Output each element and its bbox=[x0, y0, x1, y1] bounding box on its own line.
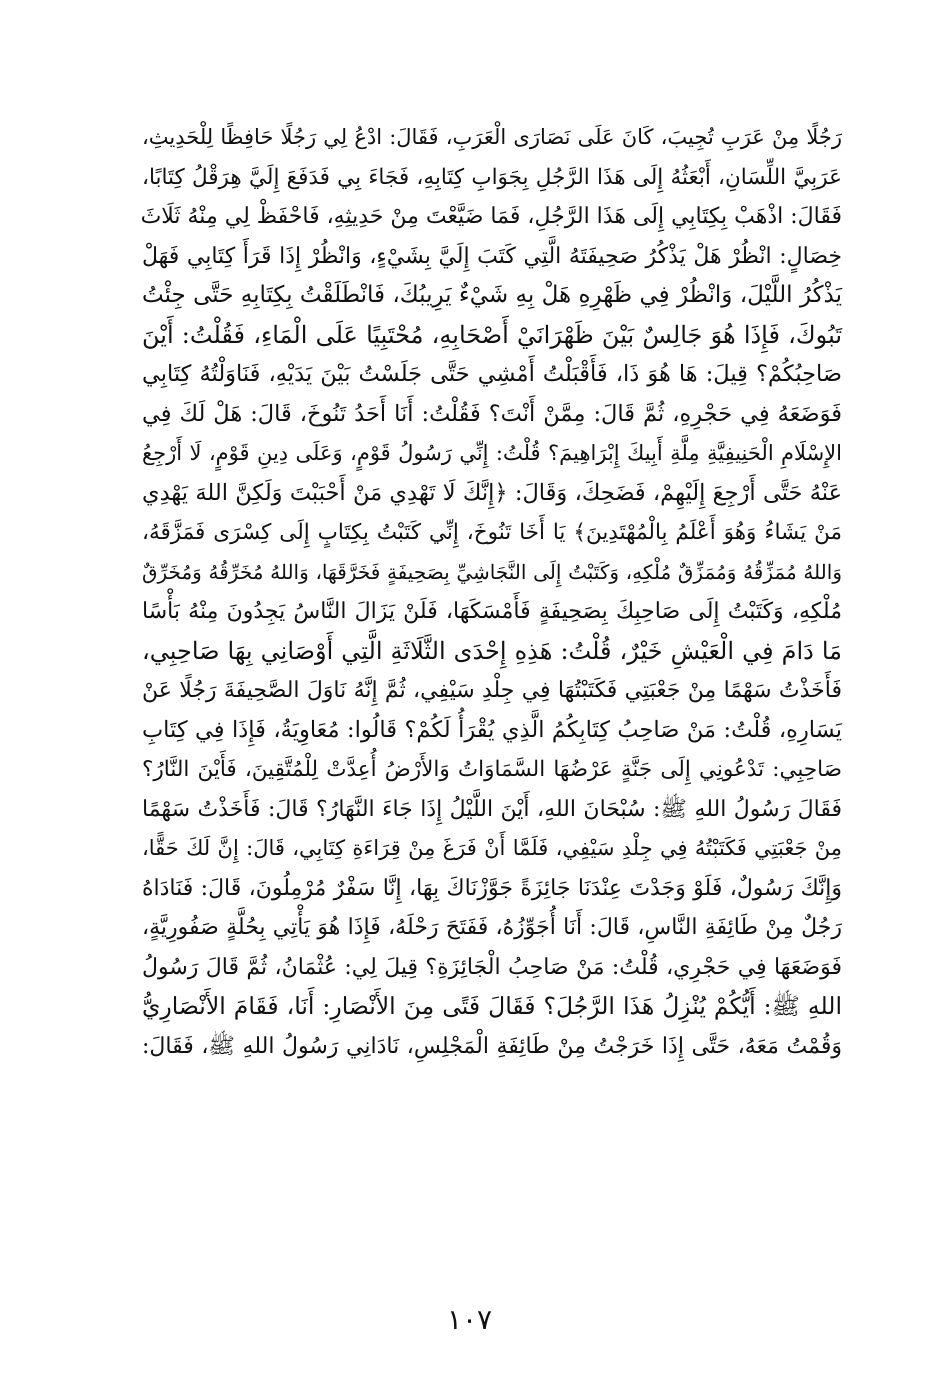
text-line-5: يَذْكُرُ اللَّيْلَ، وَانْظُرْ فِي ظَهْرِهِ هَلْ بِهِ شَيْءٌ يَرِيبُكَ، فَانْطَلَقْتُ بِكِتَابِهِ حَتَّى جِئْتُ bbox=[142, 282, 842, 308]
text-line-15: فَأَخَذْتُ سَهْمًا مِنْ جَعْبَتِي فَكَتَبْتُهَا فِي جِلْدِ سَيْفِي، ثُمَّ إِنَّهُ نَاوَلَ الصَّحِيفَةَ رَجُلًا عَنْ bbox=[142, 678, 842, 703]
text-line-21: رَجُلٌ مِنْ طَائِفَةِ النَّاسِ، قَالَ: أَنَا أُجَوِّزُهُ، فَفَتَحَ رَحْلَهُ، فَإِذَا هُوَ يَأْتِي بِحُلَّةٍ صَفُورِيَّةٍ، bbox=[142, 915, 842, 940]
text-line-4: خِصَالٍ: انْظُرْ هَلْ يَذْكُرُ صَحِيفَتَهُ الَّتِي كَتَبَ إِلَيَّ بِشَيْءٍ، وَانْظُرْ إِذَا قَرَأَ كِتَابِي فَهَلْ bbox=[142, 243, 842, 269]
text-line-3: فَقَالَ: اذْهَبْ بِكِتَابِي إِلَى هَذَا الرَّجُلِ، فَمَا ضَيَّعْتَ مِنْ حَدِيثِهِ، فَاحْفَظْ لِي مِنْهُ ثَلَاثَ bbox=[140, 204, 842, 229]
text-line-8: فَوَضَعَهُ فِي حَجْرِهِ، ثُمَّ قَالَ: مِمَّنْ أَنْتَ؟ فَقُلْتُ: أَنَا أَحَدُ تَنُوخَ، قَالَ: هَلْ لَكَ فِي bbox=[142, 400, 842, 427]
text-line-22: فَوَضَعَهَا فِي حَجْرِي، قُلْتُ: مَنْ صَاحِبُ الْجَائِزَةِ؟ قِيلَ لِي: عُثْمَانُ، ثُمَّ قَالَ رَسُولُ bbox=[142, 954, 842, 980]
text-line-17: صَاحِبِي: تَدْعُونِي إِلَى جَنَّةٍ عَرْضُهَا السَّمَاوَاتُ وَالأَرْضُ أُعِدَّتْ لِلْمُتَّقِينَ، فَأَيْنَ النَّارُ؟ bbox=[142, 757, 842, 782]
body-text bbox=[142, 118, 842, 1066]
text-line-13: مُلْكِهِ، وَكَتَبْتُ إِلَى صَاحِبِكَ بِصَحِيفَةٍ فَأَمْسَكَهَا، فَلَنْ يَزَالَ النَّاسُ يَجِدُونَ مِنْهُ بَأْسًا bbox=[142, 599, 842, 624]
text-line-16: يَسَارِهِ، قُلْتُ: مَنْ صَاحِبُ كِتَابِكُمُ الَّذِي يُقْرَأُ لَكُمْ؟ قَالُوا: مُعَاوِيَةُ، فَإِذَا فِي كِتَابِ bbox=[142, 716, 842, 743]
text-line-18: فَقَالَ رَسُولُ اللهِ ﷺ: سُبْحَانَ اللهِ، أَيْنَ اللَّيْلُ إِذَا جَاءَ النَّهَارُ؟ قَالَ: فَأَخَذْتُ سَهْمًا bbox=[142, 796, 842, 822]
text-line-2: عَرَبِيَّ اللِّسَانِ، أَبْعَثُهُ إِلَى هَذَا الرَّجُلِ بِجَوَابِ كِتَابِهِ، فَجَاءَ بِي فَدَفَعَ إِلَيَّ هِرَقْلُ كِتَابًا، bbox=[142, 164, 842, 190]
text-line-6: تَبُوكَ، فَإِذَا هُوَ جَالِسٌ بَيْنَ ظَهْرَانَيْ أَصْحَابِهِ، مُحْتَبِيًا عَلَى الْمَاءِ، فَقُلْتُ: أَيْنَ bbox=[142, 320, 842, 349]
text-line-20: وَإِنَّكَ رَسُولٌ، فَلَوْ وَجَدْتَ عِنْدَنَا جَائِزَةً جَوَّزْنَاكَ بِهَا، إِنَّا سَفْرٌ مُرْمِلُونَ، قَالَ: فَنَادَاهُ bbox=[142, 875, 842, 901]
text-line-19: مِنْ جَعْبَتِي فَكَتَبْتُهُ فِي جِلْدِ سَيْفِي، فَلَمَّا أَنْ فَرَغَ مِنْ قِرَاءَةِ كِتَابِي، قَالَ: إِنَّ لَكَ حَقًّا، bbox=[142, 836, 842, 860]
text-line-10: عَنْهُ حَتَّى أَرْجِعَ إِلَيْهِمْ، فَضَحِكَ، وَقَالَ: ﴿إِنَّكَ لَا تَهْدِي مَنْ أَحْبَبْتَ وَلَكِنَّ اللهَ يَهْدِي bbox=[142, 479, 842, 506]
text-line-14: مَا دَامَ فِي الْعَيْشِ خَيْرٌ، قُلْتُ: هَذِهِ إِحْدَى الثَّلَاثَةِ الَّتِي أَوْصَانِي بِهَا صَاحِبِي، bbox=[142, 636, 842, 665]
page-number: ١٠٧ bbox=[446, 1303, 493, 1336]
text-line-12: وَاللهُ مُمَزِّقُهُ وَمُمَزِّقٌ مُلْكِهِ، وَكَتَبْتُ إِلَى النَّجَاشِيِّ بِصَحِيفَةٍ فَخَرَّقَهَا، وَاللهُ مُخَرِّقُهُ وَمُخَرِّقٌ bbox=[142, 559, 842, 584]
text-line-24: وَقُمْتُ مَعَهُ، حَتَّى إِذَا خَرَجْتُ مِنْ طَائِفَةِ الْمَجْلِسِ، نَادَانِي رَسُولُ اللهِ ﷺ، فَقَالَ: bbox=[142, 1033, 842, 1059]
text-line-11: مَنْ يَشَاءُ وَهُوَ أَعْلَمُ بِالْمُهْتَدِينَ﴾ يَا أَخَا تَنُوخَ، إِنِّي كَتَبْتُ بِكِتَابٍ إِلَى كِسْرَى فَمَزَّقَهُ، bbox=[142, 520, 842, 545]
text-line-9: الإِسْلَامِ الْحَنِيفِيَّةِ مِلَّةِ أَبِيكَ إِبْرَاهِيمَ؟ قُلْتُ: إِنِّي رَسُولُ قَوْمٍ، وَعَلَى دِينِ قَوْمٍ، لَا أَرْجِعُ bbox=[142, 441, 842, 465]
text-line-1: رَجُلًا مِنْ عَرَبِ تُجِيبَ، كَانَ عَلَى نَصَارَى الْعَرَبِ، فَقَالَ: ادْعُ لِي رَجُلًا حَافِظًا لِلْحَدِيثِ، bbox=[142, 125, 842, 149]
text-line-7: صَاحِبُكُمْ؟ قِيلَ: هَا هُوَ ذَا، فَأَقْبَلْتُ أَمْشِي حَتَّى جَلَسْتُ بَيْنَ يَدَيْهِ، فَنَاوَلْتُهُ كِتَابِي bbox=[142, 361, 842, 387]
text-line-23: اللهِ ﷺ: أَيُّكُمْ يُنْزِلُ هَذَا الرَّجُلَ؟ فَقَالَ فَتًى مِنَ الأَنْصَارِ: أَنَا، فَقَامَ الأَنْصَارِيُّ bbox=[142, 992, 842, 1020]
